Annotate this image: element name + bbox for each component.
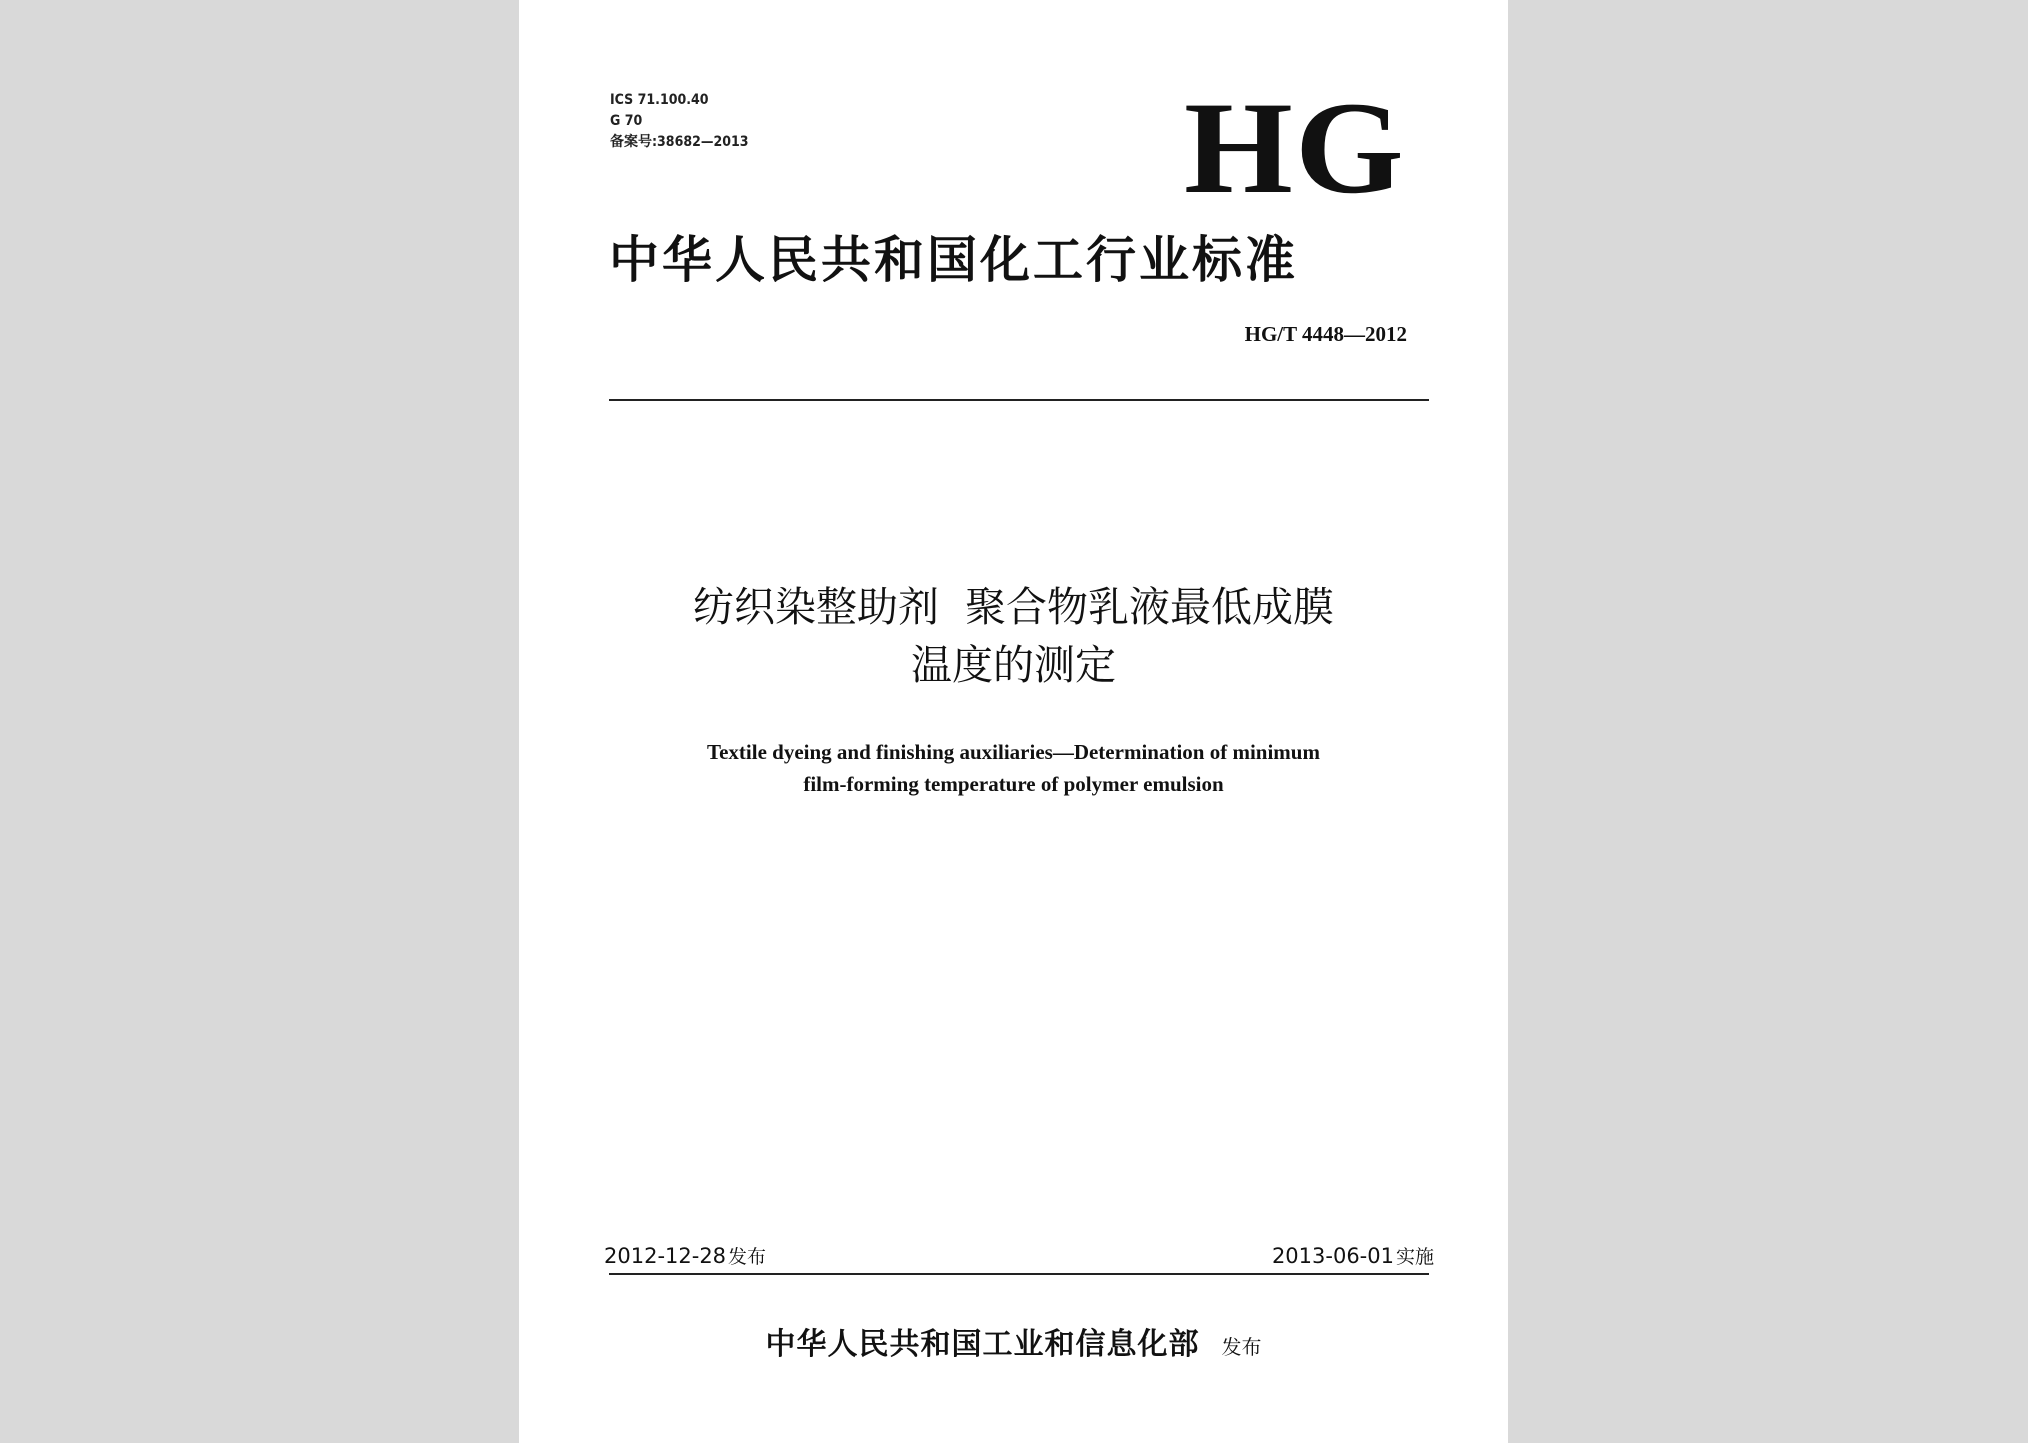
english-title <box>519 736 1508 800</box>
header-divider <box>609 399 1429 401</box>
issue-label: 发布 <box>728 1246 767 1268</box>
chinese-title-line-2: 温度的测定 <box>911 641 1116 689</box>
chinese-title <box>519 578 1508 694</box>
issue-date: 2012-12-28 <box>604 1244 727 1268</box>
implement-label: 实施 <box>1395 1246 1434 1268</box>
english-title-line-1: Textile dyeing and finishing auxiliaries—Determination of minimum <box>707 740 1320 764</box>
filing-number: 备案号:38682—2013 <box>610 134 749 150</box>
standard-category-title: 中华人民共和国化工行业标准 <box>609 230 1298 289</box>
implement-date: 2013-06-01 <box>1271 1244 1394 1268</box>
issue-date-block <box>604 1243 766 1270</box>
document-page <box>519 0 1508 1443</box>
standard-number: HG/T 4448—2012 <box>1244 322 1407 346</box>
english-title-line-2: film-forming temperature of polymer emulsion <box>803 772 1224 796</box>
footer-divider <box>609 1273 1429 1275</box>
publisher-label: 发布 <box>1221 1335 1262 1359</box>
ccs-code: G 70 <box>610 113 643 129</box>
publisher-name: 中华人民共和国工业和信息化部 <box>765 1327 1200 1362</box>
classification-block <box>610 90 749 153</box>
publisher-line <box>519 1319 1508 1363</box>
hg-logo: HG <box>1184 74 1406 221</box>
implement-date-block <box>1272 1243 1434 1270</box>
ics-code: ICS 71.100.40 <box>610 92 709 108</box>
chinese-title-line-1: 纺织染整助剂 聚合物乳液最低成膜 <box>692 583 1335 631</box>
